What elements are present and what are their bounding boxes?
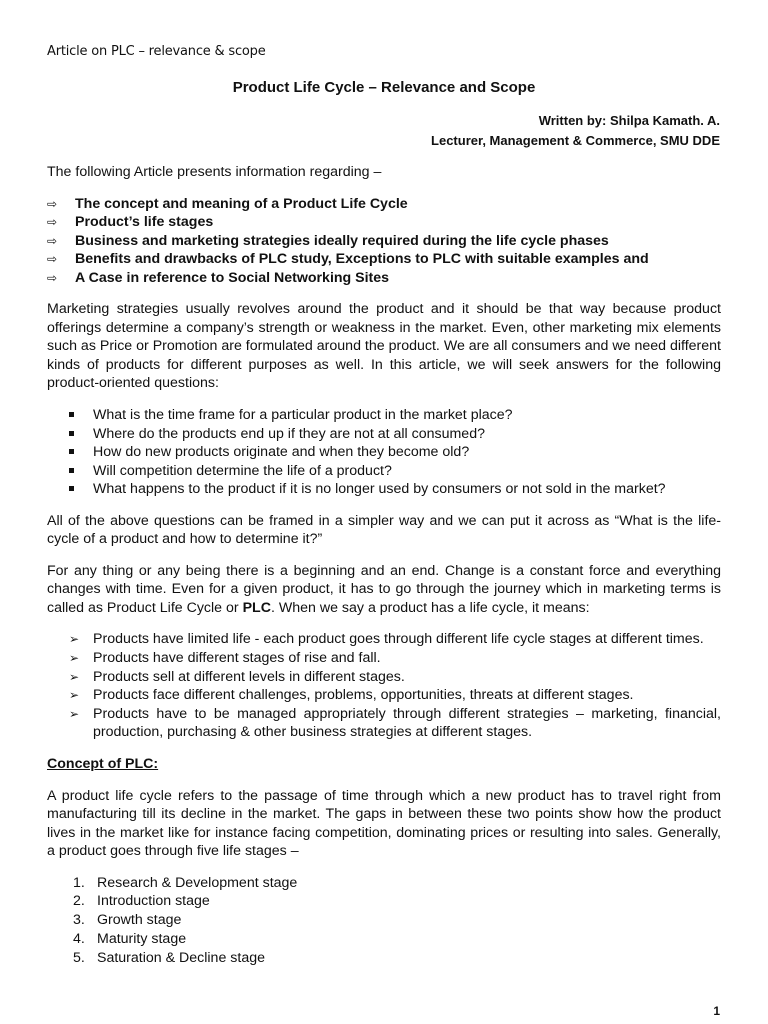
list-number: 2. xyxy=(73,893,85,910)
intro-text: The following Article presents information regarding – xyxy=(47,164,382,180)
square-bullet-icon xyxy=(69,412,74,417)
square-bullet-icon xyxy=(69,449,74,454)
list-item xyxy=(47,705,721,742)
triangle-bullet-icon: ➢ xyxy=(69,706,80,721)
list-item xyxy=(47,668,721,687)
square-bullet-icon xyxy=(69,431,74,436)
list-item-text: What happens to the product if it is no longer used by consumers or not sold in the market? xyxy=(93,481,666,498)
list-item xyxy=(47,874,721,893)
text-span: For any thing or any being there is a beginning and an end. Change is a constant force and everything changes with time. Even for a given product, it has to go through the journey which in marketing terms is called as Product Life Cycle or xyxy=(47,562,721,616)
list-number: 4. xyxy=(73,930,85,947)
questions-list xyxy=(47,406,721,499)
list-item xyxy=(47,649,721,668)
list-item-text: What is the time frame for a particular product in the market place? xyxy=(93,406,513,423)
list-item-text: Products sell at different levels in different stages. xyxy=(93,668,405,685)
list-item xyxy=(47,443,721,462)
topics-list xyxy=(47,195,721,288)
page-title: Product Life Cycle – Relevance and Scope xyxy=(232,79,536,96)
list-item-text: Products face different challenges, problems, opportunities, threats at different stages. xyxy=(93,687,634,704)
paragraph-marketing: Marketing strategies usually revolves around the product and it should be that way because product offerings determine a company’s strength or weakness in the market. Even, other marketing mix elements such as Price or Promotion are formulated around the product. We are all consumers and we need different kinds of products for different purposes as well. In this article, we will seek answers for the following product-oriented questions: xyxy=(47,301,721,392)
triangle-bullet-icon: ➢ xyxy=(69,688,80,703)
byline-author: Written by: Shilpa Kamath. A. xyxy=(538,113,720,128)
list-item-text: Where do the products end up if they are not at all consumed? xyxy=(93,425,485,442)
arrow-bullet-icon: ⇨ xyxy=(47,270,58,285)
list-item-text: Growth stage xyxy=(97,912,182,929)
list-item xyxy=(47,911,721,930)
list-item-text: Products have different stages of rise and fall. xyxy=(93,650,381,667)
list-item xyxy=(47,269,721,288)
list-item xyxy=(47,892,721,911)
list-item-text: A Case in reference to Social Networking Sites xyxy=(75,269,390,286)
triangle-bullet-icon: ➢ xyxy=(69,651,80,666)
list-item xyxy=(47,250,721,269)
list-item-text: Business and marketing strategies ideally required during the life cycle phases xyxy=(75,232,609,249)
paragraph-concept: A product life cycle refers to the passage of time through which a new product has to travel right from manufacturing till its decline in the market. The gaps in between these two points show how the product lives in the market like for instance facing competition, dominating prices or resulting into sales. Generally, a product goes through five life stages – xyxy=(47,787,721,859)
list-number: 1. xyxy=(73,874,85,891)
plc-bold: PLC xyxy=(242,599,271,616)
section-heading-concept: Concept of PLC: xyxy=(47,756,159,772)
list-item-text: Products have to be managed appropriately through different strategies – marketing, financial, production, purchasing & other business strategies at different stages. xyxy=(93,705,721,741)
list-item-text: How do new products originate and when they become old? xyxy=(93,444,470,461)
list-item xyxy=(47,686,721,705)
stages-list xyxy=(47,874,721,968)
list-item-text: Introduction stage xyxy=(97,893,210,910)
list-number: 3. xyxy=(73,912,85,929)
meanings-list xyxy=(47,630,721,742)
list-item xyxy=(47,213,721,232)
text-span: . When we say a product has a life cycle, it means: xyxy=(270,599,590,616)
arrow-bullet-icon: ⇨ xyxy=(47,233,58,248)
triangle-bullet-icon: ➢ xyxy=(69,632,80,647)
list-item-text: The concept and meaning of a Product Life Cycle xyxy=(75,195,408,212)
triangle-bullet-icon: ➢ xyxy=(69,669,80,684)
byline-affiliation: Lecturer, Management & Commerce, SMU DDE xyxy=(431,133,720,148)
square-bullet-icon xyxy=(69,486,74,491)
list-number: 5. xyxy=(73,949,85,966)
list-item xyxy=(47,406,721,425)
list-item-text: Benefits and drawbacks of PLC study, Exceptions to PLC with suitable examples and xyxy=(75,251,649,268)
list-item-text: Product’s life stages xyxy=(75,214,214,231)
list-item-text: Products have limited life - each product goes through different life cycle stages at different times. xyxy=(93,631,704,648)
paragraph-plc-intro xyxy=(47,562,721,618)
list-item xyxy=(47,930,721,949)
list-item xyxy=(47,480,721,499)
byline xyxy=(431,111,720,151)
arrow-bullet-icon: ⇨ xyxy=(47,252,58,267)
list-item xyxy=(47,949,721,968)
list-item xyxy=(47,232,721,251)
list-item xyxy=(47,425,721,444)
list-item-text: Saturation & Decline stage xyxy=(97,949,265,966)
arrow-bullet-icon: ⇨ xyxy=(47,196,58,211)
paragraph-questions-summary: All of the above questions can be framed in a simpler way and we can put it across as “What is the life-cycle of a product and how to determine it?” xyxy=(47,512,721,548)
page-number: 1 xyxy=(713,1004,720,1018)
arrow-bullet-icon: ⇨ xyxy=(47,215,58,230)
list-item-text: Research & Development stage xyxy=(97,874,298,891)
square-bullet-icon xyxy=(69,468,74,473)
list-item-text: Maturity stage xyxy=(97,930,187,947)
running-header: Article on PLC – relevance & scope xyxy=(47,44,266,59)
list-item xyxy=(47,630,721,649)
list-item-text: Will competition determine the life of a product? xyxy=(93,462,392,479)
list-item xyxy=(47,462,721,481)
list-item xyxy=(47,195,721,214)
article-body xyxy=(47,163,721,967)
